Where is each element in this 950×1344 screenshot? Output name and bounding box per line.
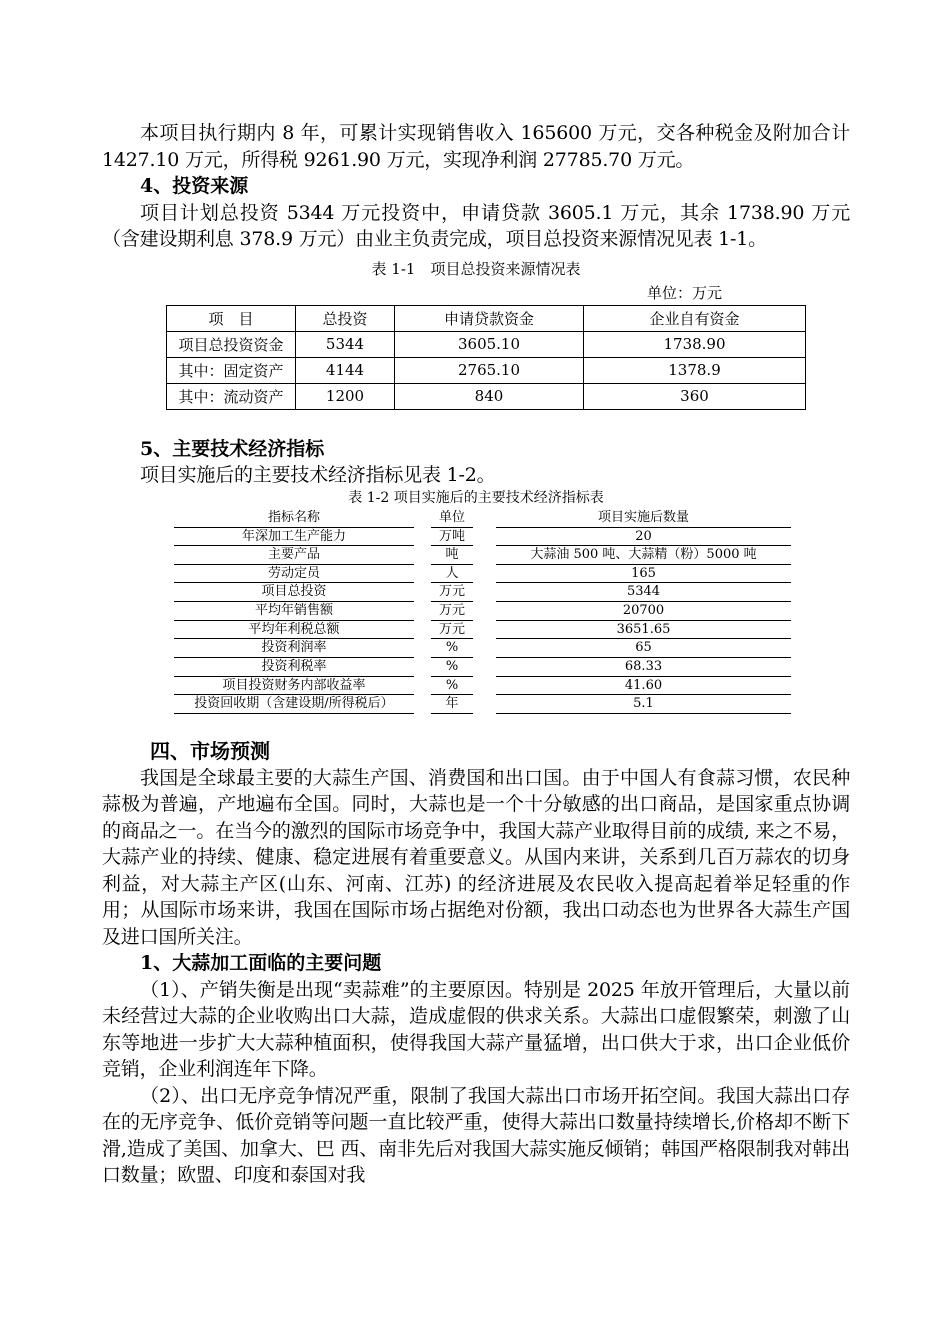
table1-header-cell: 企业自有资金 [584, 305, 806, 331]
table2-cell: % [431, 677, 473, 696]
table2-cell: 投资利润率 [174, 639, 414, 658]
table-row [174, 546, 794, 565]
table2-cell: 平均年利税总额 [174, 621, 414, 640]
table2-cell: 主要产品 [174, 546, 414, 565]
table2-cell: 68.33 [496, 658, 791, 677]
table2-cell: % [431, 658, 473, 677]
table2-header-cell: 单位 [438, 509, 465, 525]
table1-header-cell: 总投资 [296, 305, 395, 331]
table1-cell: 其中：固定资产 [167, 357, 296, 383]
table2-cell: 3651.65 [496, 621, 791, 640]
table-row [174, 658, 794, 677]
paragraph-problem-1: （1）、产销失衡是出现“卖蒜难”的主要原因。特别是 2025 年放开管理后，大量以前未经营过大蒜的企业收购出口大蒜，造成虚假的供求关系。大蒜出口虚假繁荣，刺激了山东等地进一步扩大大蒜种植面积，使得我国大蒜产量猛增，出口供大于求，出口企业低价竞销，企业利润连年下降。 [102, 978, 850, 1081]
table1-cell: 3605.10 [395, 331, 584, 357]
table1-cell: 1738.90 [584, 331, 806, 357]
heading-processing-problems: 1、大蒜加工面临的主要问题 [140, 952, 382, 975]
table-row [174, 565, 794, 584]
table-row [167, 383, 806, 409]
table1-cell: 其中：流动资产 [167, 383, 296, 409]
table1-cell: 1200 [296, 383, 395, 409]
table2-cell: 项目总投资 [174, 583, 414, 602]
table1-caption: 表 1-1 项目总投资来源情况表 [371, 259, 581, 278]
paragraph-sales-revenue: 本项目执行期内 8 年，可累计实现销售收入 165600 万元，交各种税金及附加合计 1427.10 万元，所得税 9261.90 万元，实现净利润 27785.70 万元。 [102, 122, 850, 171]
table1-cell: 2765.10 [395, 357, 584, 383]
table-row [167, 331, 806, 357]
table-row [174, 695, 794, 714]
table2-cell: 万元 [431, 621, 473, 640]
table-row [174, 527, 794, 546]
table1-cell: 840 [395, 383, 584, 409]
table1-cell: 4144 [296, 357, 395, 383]
table2-cell: 万元 [431, 602, 473, 621]
table1-cell: 360 [584, 383, 806, 409]
table2-cell: 劳动定员 [174, 565, 414, 584]
table1-header-row [167, 305, 806, 331]
table1-header-cell: 申请贷款资金 [395, 305, 584, 331]
table-row [174, 677, 794, 696]
table1-cell: 1378.9 [584, 357, 806, 383]
table2-cell: 65 [496, 639, 791, 658]
table1-cell: 5344 [296, 331, 395, 357]
table2-cell: 吨 [431, 546, 473, 565]
table-row [174, 583, 794, 602]
table2-cell: 5344 [496, 583, 791, 602]
table1-unit: 单位：万元 [646, 283, 722, 302]
paragraph-problem-2: （2）、出口无序竞争情况严重，限制了我国大蒜出口市场开拓空间。我国大蒜出口存在的无序竞争、低价竞销等问题一直比较严重，使得大蒜出口数量持续增长,价格却不断下滑,造成了美国、加拿大、巴 西、南非先后对我国大蒜实施反倾销；韩国严格限制我对韩出口数量；欧盟、印度和泰国对我 [102, 1084, 850, 1187]
table2-cell: 165 [496, 565, 791, 584]
table-row [167, 357, 806, 383]
table2-cell: 年 [431, 695, 473, 714]
page-content [102, 120, 850, 1189]
table2-cell: % [431, 639, 473, 658]
table1-header-cell: 项 目 [167, 305, 296, 331]
paragraph-investment-source: 项目计划总投资 5344 万元投资中，申请贷款 3605.1 万元，其余 1738.90 万元（含建设期利息 378.9 万元）由业主负责完成，项目总投资来源情况见表 1-1。 [102, 201, 850, 250]
table2-cell: 年深加工生产能力 [174, 527, 414, 546]
table2-cell: 投资利税率 [174, 658, 414, 677]
table2-header-cell: 指标名称 [267, 509, 320, 525]
table-row [174, 621, 794, 640]
paragraph-tech-indicators: 项目实施后的主要技术经济指标见表 1-2。 [140, 464, 496, 486]
table-row [174, 639, 794, 658]
paragraph-market-overview: 我国是全球最主要的大蒜生产国、消费国和出口国。由于中国人有食蒜习惯，农民种蒜极为普遍，产地遍布全国。同时，大蒜也是一个十分敏感的出口商品，是国家重点协调的商品之一。在当今的激烈的国际市场竞争中，我国大蒜产业取得目前的成绩, 来之不易，大蒜产业的持续、健康、稳定进展有着重要意义。从国内来讲，关系到几百万蒜农的切身利益，对大蒜主产区(山东、河南、江苏) 的经济进展及农民收入提高起着举足轻重的作用；从国际市场来讲，我国在国际市场占据绝对份额，我出口动态也为世界各大蒜生产国及进口国所关注。 [102, 766, 850, 948]
table2-cell: 万元 [431, 583, 473, 602]
table2-cell: 大蒜油 500 吨、大蒜精（粉）5000 吨 [496, 546, 791, 565]
heading-tech-indicators: 5、主要技术经济指标 [140, 437, 325, 460]
table2-caption: 表 1-2 项目实施后的主要技术经济指标表 [348, 489, 604, 506]
table2-cell: 20 [496, 527, 791, 546]
table2-cell: 41.60 [496, 677, 791, 696]
table2-cell: 平均年销售额 [174, 602, 414, 621]
heading-investment-source: 4、投资来源 [140, 175, 249, 197]
table1-cell: 项目总投资资金 [167, 331, 296, 357]
tech-indicators-table [174, 509, 794, 715]
table2-header-row [174, 509, 794, 528]
table-row [174, 602, 794, 621]
table2-cell: 项目投资财务内部收益率 [174, 677, 414, 696]
heading-market-forecast: 四、市场预测 [150, 739, 270, 764]
table2-header-cell: 项目实施后数量 [597, 509, 689, 525]
table2-cell: 5.1 [496, 695, 791, 714]
table2-cell: 人 [431, 565, 473, 584]
table2-cell: 投资回收期（含建设期/所得税后） [174, 695, 414, 714]
investment-source-table [166, 305, 806, 410]
table2-cell: 20700 [496, 602, 791, 621]
table2-cell: 万吨 [431, 527, 473, 546]
